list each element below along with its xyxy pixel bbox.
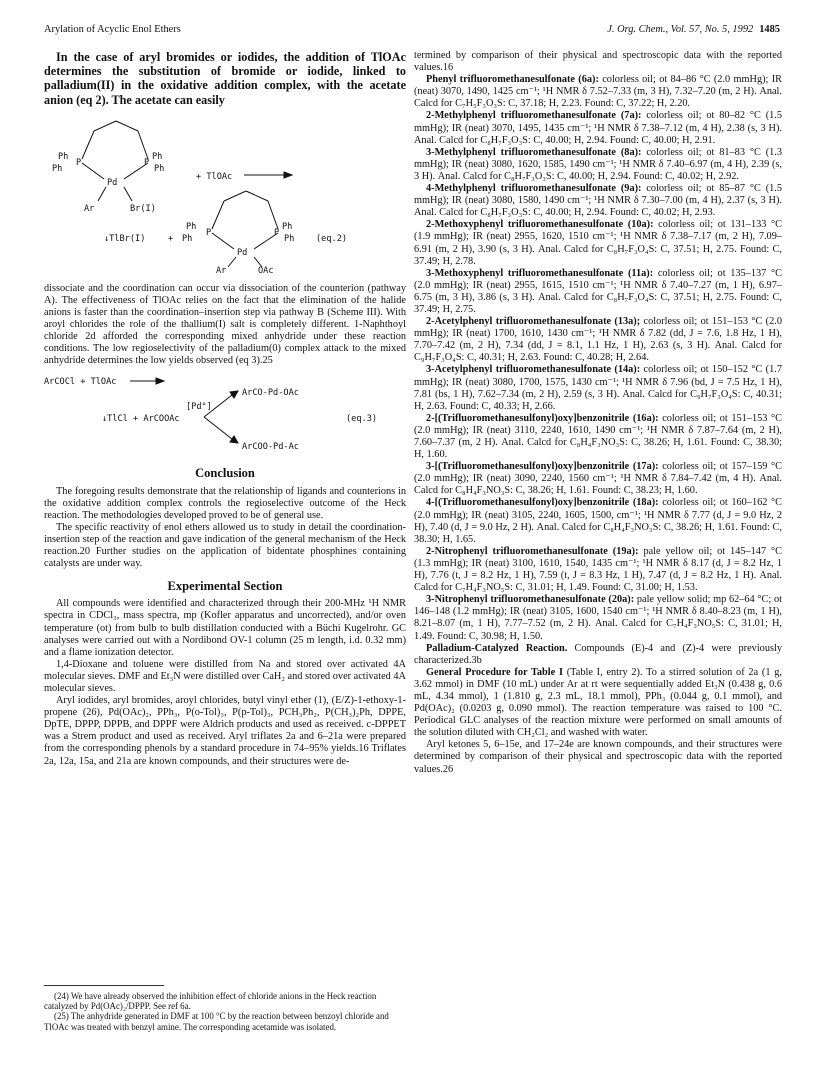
eq2-ph-label: Ph: [186, 221, 197, 232]
eq2-ph-label: Ph: [182, 233, 193, 244]
procedure-text: (Table I, entry 2). To a stirred solution of 2a (1 g, 3.62 mmol) in DMF (10 mL) under Ar at rt were sequentially added Et₃N (0.438 g, 0.6 mL, 4.34 mmol), 1 (1.810 g, 2.3 mL, 18.1 mmol), PPh₃ (0.044 g, 0.1 mmol), and Pd(OAc)₂ (0.0203 g, 0.090 mmol). The reaction temperature was raised to 100 °C. Periodical GLC analyses of the reaction mixture were performed on small amounts of the solution diluted with CH₂Cl₂ and washed with water.: [414, 666, 782, 739]
left-column: [44, 50, 406, 768]
compound-entry: [414, 316, 782, 364]
procedure-text: Compounds (E)-4 and (Z)-4 were previously characterized.3b: [414, 642, 782, 666]
compound-entry: [414, 219, 782, 267]
compound-name: 3-Methylphenyl trifluoromethanesulfonate (8a):: [426, 146, 642, 158]
intro-paragraph: In the case of aryl bromides or iodides, the addition of TlOAc determines the substitution of bromide or iodide, linked to palladium(II) in the oxidative addition complex, with the acetate anion (eq 2). The acetate can easily: [44, 50, 406, 107]
eq2-acetate: OAc: [258, 265, 274, 276]
compound-data: colorless oil; ot 80–82 °C (1.5 mmHg); IR (neat) 3070, 1495, 1435 cm⁻¹; ¹H NMR δ 7.38–7.12 (m, 4 H), 2.38 (s, 3 H). Anal. Calcd for C₈H₇F₃O₃S: C, 40.00; H, 2.94. Found: C, 40.00; H, 2.91.: [414, 110, 782, 146]
compound-name: 2-Acetylphenyl trifluoromethanesulfonate (13a);: [426, 316, 641, 328]
compound-data: colorless oil; ot 85–87 °C (1.5 mmHg); IR (neat) 3080, 1580, 1490 cm⁻¹; ¹H NMR δ 7.30–7.00 (m, 4 H), 2.37 (s, 3 H). Anal. Calcd for C₈H₇F₃O₃S: C, 40.00; H, 2.94. Found: C, 40.02; H, 2.93.: [414, 183, 782, 219]
compound-entry: [414, 413, 782, 461]
compound-data: colorless oil; ot 135–137 °C (2.0 mmHg); IR (neat) 2955, 1615, 1510 cm⁻¹; ¹H NMR δ 7.40–7.27 (m, 1 H), 6.97–6.75 (m, 3 H), 3.86 (s, 3 H). Anal. Calcd for C₈H₇F₃O₄S: C, 37.51; H, 2.75. Found: C, 37.49; H, 2.75.: [414, 267, 782, 315]
compound-data: colorless oil; ot 131–133 °C (1.9 mmHg); IR (neat) 2955, 1620, 1510 cm⁻¹; ¹H NMR δ 7.38–7.17 (m, 2 H), 7.09–6.91 (m, 2 H), 3.90 (s, 3 H). Anal. Calcd for C₈H₇F₃O₄S: C, 37.51; H, 2.75. Found: C, 37.49; H, 2.78.: [414, 219, 782, 267]
footnote-24: (24) We have already observed the inhibition effect of chloride anions in the Heck reaction catalyzed by Pd(OAc)₂/DPPP. See ref 6a.: [44, 991, 377, 1012]
procedure-paragraph: [414, 667, 782, 740]
final-paragraph: Aryl ketones 5, 6–15e, and 17–24e are known compounds, and their structures were determined by comparison of their physical and spectroscopic data with the reported values.26: [414, 739, 782, 775]
compound-entry: [414, 594, 782, 642]
compound-name: 3-Methoxyphenyl trifluoromethanesulfonate (11a):: [426, 267, 654, 279]
compound-entry: [414, 110, 782, 146]
eq2-palladium: Pd: [237, 247, 248, 258]
right-column: [414, 50, 782, 776]
eq3-product-top: ArCO-Pd-OAc: [242, 388, 299, 399]
running-header: [44, 24, 780, 38]
equation-3-scheme: [44, 373, 406, 457]
compound-data: colorless oil; ot 151–153 °C (2.0 mmHg); IR (neat) 3110, 2240, 1610, 1490 cm⁻¹; ¹H NMR δ 7.87–7.64 (m, 2 H), 7.60–7.37 (m, 2 H). Anal. Calcd for C₈H₄F₃NO₃S: C, 38.26; H, 1.61. Found: C, 38.30; H, 1.60.: [414, 412, 782, 461]
eq2-phosphorus: P: [144, 157, 150, 168]
paragraph-dissociation: dissociate and the coordination can occur via dissociation of the counterion (pathway A). The effectiveness of TlOAc relies on the fact that the elimination of the halide anions is faster than the coordination–insertion step via pathway B (Scheme III). With aroyl chlorides the role of the thallium(I) salt is completely different. 1-Naphthoyl chloride 2d afforded the corresponding mixed anhydride under these reaction conditions. The low regioselectivity of the palladium(0) complex attack to the mixed anhydride determines the low yields observed (eq 3).25: [44, 282, 406, 367]
compound-data: pale yellow solid; mp 62–64 °C; ot 146–148 (1.2 mmHg); IR (neat) 3105, 1600, 1540 cm⁻¹; ¹H NMR δ 8.40–8.23 (m, 1 H), 8.21–8.07 (m, 1 H), 7.77–7.52 (m, 2 H). Anal. Calcd for C₇H₄F₃NO₅S: C, 31.01; H, 1.49. Found: C, 30.98; H, 1.50.: [414, 594, 782, 642]
eq2-palladium: Pd: [107, 177, 118, 188]
compound-name: 3-Acetylphenyl trifluoromethanesulfonate (14a):: [426, 364, 641, 376]
experimental-paragraph-3: Aryl iodides, aryl bromides, aroyl chlorides, butyl vinyl ether (1), (E/Z)-1-ethoxy-1-propene (26), Pd(OAc)₂, PPh₃, P(o-Tol)₃, P(p-Tol)₃, PCH₃Ph₂, P(CH₃)₂Ph, DPPE, DpTE, DPPP, DPPB, and DPPF were Aldrich products and used as received. c-DPPET was a Strem product and used as received. Aryl triflates 2a and 6–21a were prepared from the corresponding phenols by a standard procedure in 74–95% yields.16 Triflates 2a, 12a, 15a, and 21a are known compounds, and their structures were de-: [44, 695, 406, 767]
eq3-product-bottom: ArCOO-Pd-Ac: [242, 442, 299, 453]
eq2-ph-label: Ph: [52, 163, 63, 174]
compound-name: 2-Methylphenyl trifluoromethanesulfonate (7a):: [426, 110, 642, 122]
compound-entry: [414, 461, 782, 497]
eq2-phosphorus: P: [206, 227, 212, 238]
eq2-phosphorus: P: [76, 157, 82, 168]
eq2-halide: Br(I): [130, 203, 156, 214]
eq2-ph-label: Ph: [282, 221, 293, 232]
conclusion-paragraph-1: The foregoing results demonstrate that the relationship of ligands and counterions in the oxidative addition complex controls the regioselective outcome of the Heck reaction. The methodologies developed proved to be of general use.: [44, 485, 406, 521]
eq2-ph-label: Ph: [152, 151, 163, 162]
compound-entry: [414, 546, 782, 594]
compound-data: pale yellow oil; ot 145–147 °C (1.3 mmHg); IR (neat) 3100, 1610, 1540, 1435 cm⁻¹; ¹H NMR δ 8.17 (d, J = 8.2 Hz, 1 H), 7.76 (t, J = 8.2 Hz, 1 H), 7.59 (t, J = 8.3 Hz, 1 H), 7.47 (d, J = 8.2 Hz, 1 H). Anal. Calcd for C₇H₄F₃NO₅S: C, 31.01; H, 1.49. Found: C, 31.00; H, 1.53.: [414, 545, 783, 594]
compound-data: colorless oil; ot 151–153 °C (2.0 mmHg); IR (neat) 1700, 1610, 1430 cm⁻¹; ¹H NMR δ 7.82 (dd, J = 7.6, 1.8 Hz, 1 H), 7.70–7.42 (m, 2 H), 7.34 (dd, J = 8.1, 1.1 Hz, 1 H), 2.63 (s, 3 H). Anal. Calcd for C₉H₇F₃O₄S: C, 40.31; H, 2.63. Found: C, 40.28; H, 2.64.: [414, 316, 782, 364]
compound-name: Phenyl trifluoromethanesulfonate (6a):: [426, 74, 599, 86]
eq2-plus: +: [168, 233, 174, 244]
procedure-paragraph: [414, 643, 782, 667]
eq3-reactants: ArCOCl + TlOAc: [44, 377, 117, 388]
eq2-ph-label: Ph: [58, 151, 69, 162]
compound-name: 2-Nitrophenyl trifluoromethanesulfonate (19a):: [426, 545, 639, 557]
journal-name: J. Org. Chem., Vol. 57, No. 5, 1992: [607, 24, 754, 35]
eq2-phosphorus: P: [274, 227, 280, 238]
footnote-rule: [44, 985, 164, 986]
compound-data: colorless oil; ot 160–162 °C (2.0 mmHg); IR (neat) 3105, 2240, 1605, 1500, cm⁻¹; ¹H NMR δ 7.77 (d, J = 9.0 Hz, 2 H), 7.40 (d, J = 9.0 Hz, 2 H). Anal. Calcd for C₈H₄F₃NO₃S: C, 38.26; H, 1.61. Found: C, 38.30; H, 1.65.: [414, 497, 782, 545]
eq3-catalyst: [Pd°]: [186, 402, 212, 413]
eq2-aryl: Ar: [216, 265, 227, 276]
compound-data: colorless oil; ot 84–86 °C (2.0 mmHg); IR (neat) 3070, 1490, 1425 cm⁻¹; ¹H NMR δ 7.52–7.33 (m, 3 H), 7.32–7.20 (m, 2 H). Anal. Calcd for C₇H₅F₃O₃S: C, 37.18; H, 2.23. Found: C, 37.22; H, 2.20.: [414, 74, 782, 110]
eq2-byproduct: ↓TlBr(I): [104, 233, 146, 244]
section-run-in-heading: General Procedure for Table I: [426, 666, 563, 678]
compound-name: 4-Methylphenyl trifluoromethanesulfonate (9a):: [426, 183, 642, 195]
compound-entry: [414, 364, 782, 412]
equation-2-bonds: [44, 111, 406, 273]
compound-name: 4-[(Trifluoromethanesulfonyl)oxy]benzonitrile (18a):: [426, 497, 659, 509]
footnotes: [44, 985, 406, 1032]
journal-citation: [607, 24, 780, 35]
experimental-paragraph-1: All compounds were identified and characterized through their 200-MHz ¹H NMR spectra in CDCl₃, mass spectra, mp (Kofler apparatus and uncorrected), and/or oven temperature (ot) from bulb to bulb distillation conducted with a Büchi Kugelrohr. GC analyses were carried out with a Nordibond OV-1 column (25 m length, i.d. 0.32 mm) and a flame ionization detector.: [44, 598, 406, 658]
running-title: Arylation of Acyclic Enol Ethers: [44, 24, 181, 35]
experimental-heading: Experimental Section: [167, 579, 283, 594]
compound-entry: [414, 74, 782, 110]
section-run-in-heading: Palladium-Catalyzed Reaction.: [426, 642, 568, 654]
eq2-ph-label: Ph: [154, 163, 165, 174]
compound-data: colorless oil; ot 150–152 °C (1.7 mmHg); IR (neat) 3080, 1700, 1575, 1430 cm⁻¹; ¹H NMR δ 7.96 (bd, J = 7.5 Hz, 1 H), 7.81 (bs, 1 H), 7.62–7.34 (m, 2 H), 2.59 (s, 3 H). Anal. Calcd for C₉H₇F₃O₄S: C, 40.31; H, 2.63. Found: C, 40.33; H, 2.66.: [414, 364, 782, 412]
equation-2-scheme: [44, 111, 406, 276]
eq2-aryl: Ar: [84, 203, 95, 214]
footnote-25: (25) The anhydride generated in DMF at 100 °C by the reaction between benzoyl chloride and TlOAc was treated with benzyl amine. The corresponding acetamide was isolated.: [44, 1011, 389, 1032]
compound-entry: [414, 183, 782, 219]
eq2-label: (eq.2): [316, 233, 348, 244]
eq2-ph-label: Ph: [284, 233, 295, 244]
continuation-paragraph: termined by comparison of their physical and spectroscopic data with the reported values.16: [414, 50, 782, 74]
conclusion-paragraph-2: The specific reactivity of enol ethers allowed us to study in detail the coordination-insertion step of the reaction and gave indication of the general mechanism of the Heck reaction.20 Further studies on the application of bidentate phosphines containing catalysts are under way.: [44, 521, 406, 570]
page-number: 1485: [759, 24, 780, 35]
compound-entry: [414, 268, 782, 316]
eq3-intermediate: ↓TlCl + ArCOOAc: [102, 414, 180, 425]
compound-entry: [414, 147, 782, 183]
compound-name: 2-Methoxyphenyl trifluoromethanesulfonate (10a):: [426, 219, 654, 231]
compound-entry: [414, 497, 782, 545]
compound-name: 2-[(Trifluoromethanesulfonyl)oxy]benzonitrile (16a):: [426, 412, 659, 424]
compound-name: 3-[(Trifluoromethanesulfonyl)oxy]benzonitrile (17a):: [426, 461, 659, 473]
experimental-paragraph-2: 1,4-Dioxane and toluene were distilled from Na and stored over activated 4A molecular sieves. DMF and Et₃N were distilled over CaH₂ and stored over activated 4A molecular sieves.: [44, 658, 406, 694]
eq3-label: (eq.3): [346, 414, 378, 425]
eq2-reagent: + TlOAc: [196, 171, 233, 182]
compound-name: 3-Nitrophenyl trifluoromethanesulfonate (20a):: [426, 594, 635, 606]
compound-data: colorless oil; ot 157–159 °C (2.0 mmHg); IR (neat) 3090, 2240, 1560 cm⁻¹; ¹H NMR δ 7.84–7.42 (m, 4 H). Anal. Calcd for C₈H₄F₃NO₃S: C, 38.26; H, 1.61. Found: C, 38.23; H, 1.60.: [414, 461, 782, 497]
compound-data: colorless oil; ot 81–83 °C (1.3 mmHg); IR (neat) 3080, 1620, 1585, 1490 cm⁻¹; ¹H NMR δ 7.40–6.97 (m, 4 H), 2.39 (s, 3 H). Anal. Calcd for C₈H₇F₃O₃S: C, 40.00; H, 2.94. Found: C, 40.02; H, 2.92.: [414, 146, 782, 182]
conclusion-heading: Conclusion: [195, 466, 255, 481]
